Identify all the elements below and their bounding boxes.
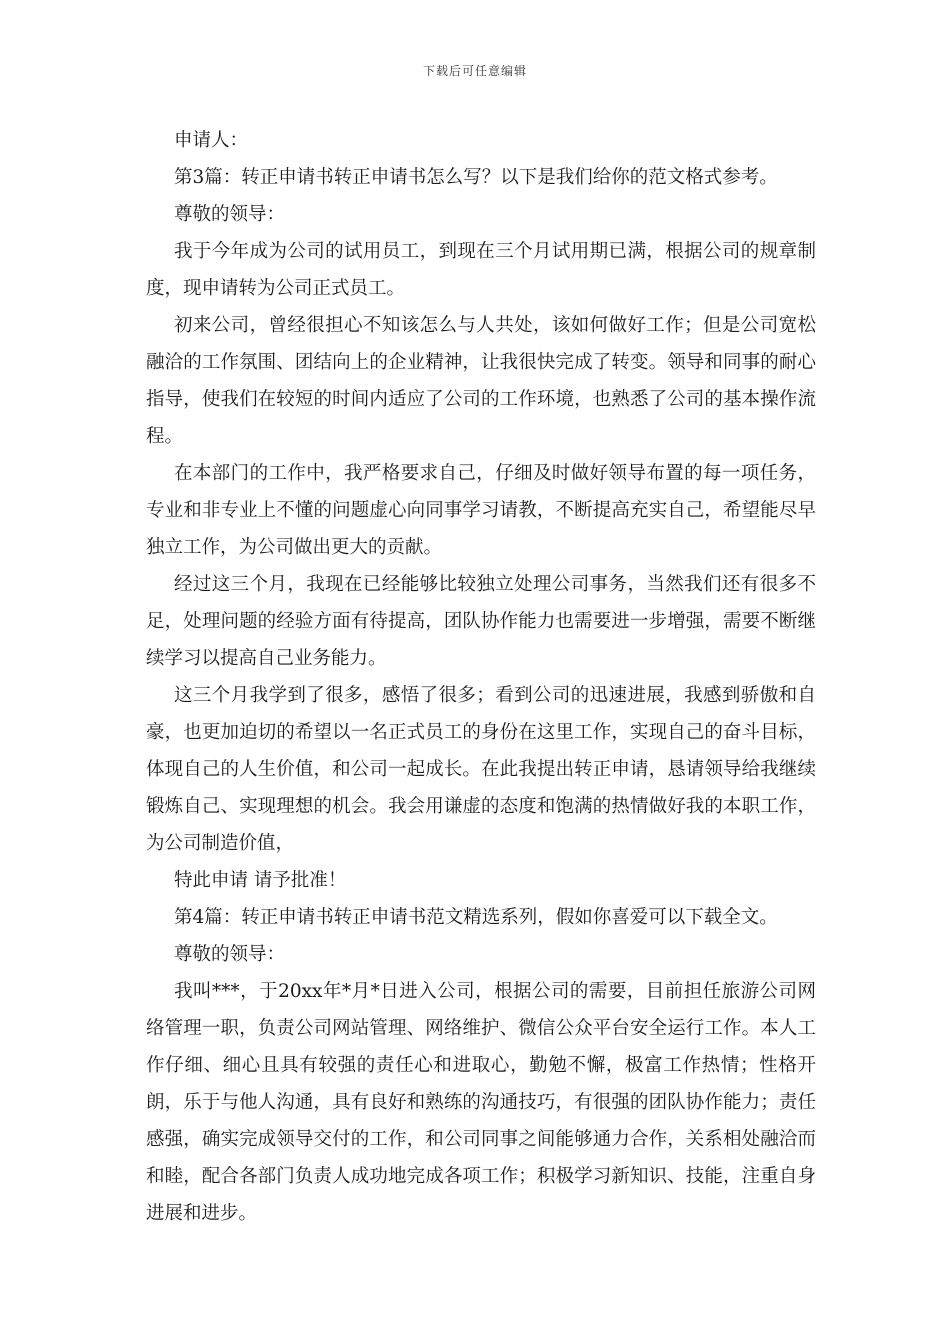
paragraph-salutation: 尊敬的领导： — [174, 204, 286, 225]
document-body — [146, 122, 816, 1232]
page-header: 下载后可任意编辑 — [422, 64, 527, 78]
paragraph-closing: 特此申请 请予批准！ — [174, 870, 347, 891]
paragraph-applicant: 申请人： — [174, 130, 249, 151]
paragraph-section-4-title: 第4篇：转正申请书转正申请书范文精选系列，假如你喜爱可以下载全文。 — [174, 907, 778, 928]
paragraph-section-3-title: 第3篇：转正申请书转正申请书怎么写？以下是我们给你的范文格式参考。 — [174, 167, 778, 188]
paragraph-body: 我叫***，于20xx年*月*日进入公司，根据公司的需要，目前担任旅游公司网络管理一职，负责公司网站管理、网络维护、微信公众平台安全运行工作。本人工作仔细、细心且具有较强的责任心和进取心，勤勉不懈，极富工作热情；性格开朗，乐于与他人沟通，具有良好和熟练的沟通技巧，有很强的团队协作能力；责任感强，确实完成领导交付的工作，和公司同事之间能够通力合作，关系相处融洽而和睦，配合各部门负责人成功地完成各项工作；积极学习新知识、技能，注重自身进展和进步。 — [146, 981, 816, 1224]
paragraph-salutation: 尊敬的领导： — [174, 944, 286, 965]
paragraph-body: 在本部门的工作中，我严格要求自己，仔细及时做好领导布置的每一项任务，专业和非专业上不懂的问题虚心向同事学习请教，不断提高充实自己，希望能尽早独立工作，为公司做出更大的贡献。 — [146, 463, 816, 558]
paragraph-body: 经过这三个月，我现在已经能够比较独立处理公司事务，当然我们还有很多不足，处理问题的经验方面有待提高，团队协作能力也需要进一步增强，需要不断继续学习以提高自己业务能力。 — [146, 574, 816, 669]
paragraph-body: 这三个月我学到了很多，感悟了很多；看到公司的迅速进展，我感到骄傲和自豪，也更加迫切的希望以一名正式员工的身份在这里工作，实现自己的奋斗目标，体现自己的人生价值，和公司一起成长。在此我提出转正申请，恳请领导给我继续锻炼自己、实现理想的机会。我会用谦虚的态度和饱满的热情做好我的本职工作，为公司制造价值， — [146, 685, 816, 854]
paragraph-body: 初来公司，曾经很担心不知该怎么与人共处，该如何做好工作；但是公司宽松融洽的工作氛围、团结向上的企业精神，让我很快完成了转变。领导和同事的耐心指导，使我们在较短的时间内适应了公司的工作环境，也熟悉了公司的基本操作流程。 — [146, 315, 816, 447]
paragraph-body: 我于今年成为公司的试用员工，到现在三个月试用期已满，根据公司的规章制度，现申请转为公司正式员工。 — [146, 241, 816, 299]
